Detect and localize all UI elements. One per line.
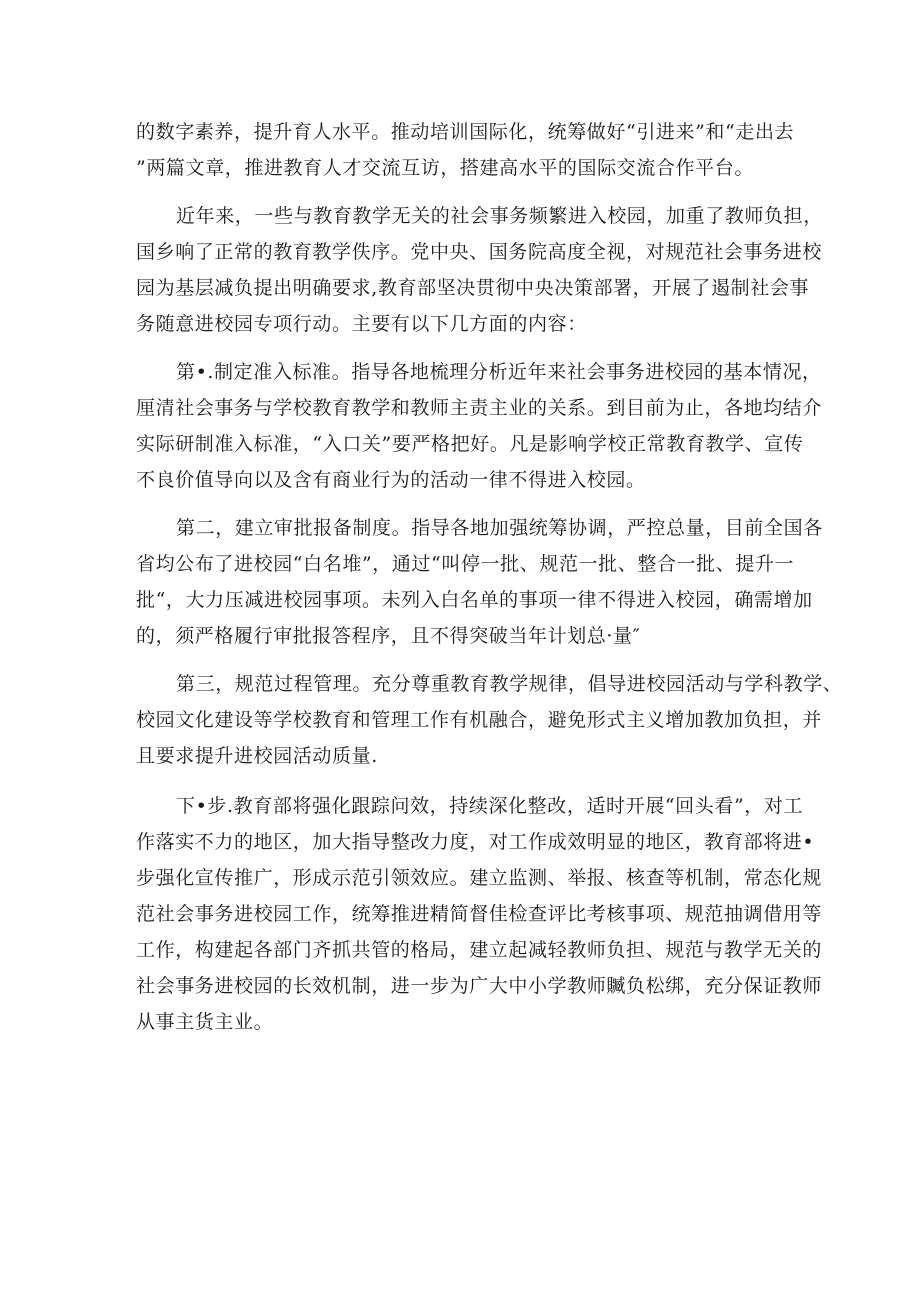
paragraph-line: 不良价值导向以及含有商业行为的活动一律不得进入校园。 (136, 469, 646, 491)
paragraph-line: 近年来，一些与教育教学无关的社会事务频繁进入校园，加重了教师负担， (176, 205, 823, 227)
paragraph-line: 的，须严格履行审批报答程序，且不得突破当年计划总·量″ (136, 625, 641, 647)
paragraph-line: ”两篇文章，推进教育人才交流互访，搭建高水平的国际交流合作平台。 (136, 157, 754, 179)
paragraph-line: 实际研制准入标准，“入口关”要严格把好。凡是影响学校正常教育教学、宣传 (136, 433, 804, 455)
paragraph-line: 从事主货主业。 (136, 1011, 274, 1033)
paragraph-line: 工作，构建起各部门齐抓共管的格局，建立起减轻教师负担、规范与教学无关的 (136, 939, 823, 961)
paragraph-line: 第三，规范过程管理。充分尊重教育教学规律，倡导进校园活动与学科教学、 (176, 673, 843, 695)
paragraph-line: 步强化宣传推广，形成示范引领效应。建立监测、举报、核查等机制，常态化规 (136, 867, 823, 889)
paragraph-line: 省均公布了进校园“白名堆”，通过“叫停一批、规范一批、整合一批、提升一 (136, 553, 795, 575)
paragraph-line: 范社会事务进校园工作，统筹推进精简督佳检查评比考核事项、规范抽调借用等 (136, 903, 823, 925)
paragraph-line: 厘清社会事务与学校教育教学和教师主责主业的关系。到目前为止，各地均结介 (136, 397, 823, 419)
paragraph-line: 批“，大力压减进校园事项。未列入白名单的事项一律不得进入校园，确需增加 (136, 589, 813, 611)
paragraph-line: 第二，建立审批报备制度。指导各地加强统筹协调，严控总量，目前全国各 (176, 517, 823, 539)
paragraph-line: 国乡响了正常的教育教学佚序。党中央、国务院高度全视，对规范社会事务进校 (136, 241, 823, 263)
paragraph-line: 务随意进校园专项行动。主要有以下几方面的内容： (136, 313, 587, 335)
paragraph-line: 园为基层减负提出明确要求,教育部坚决贯彻中央决策部署，开展了遏制社会事 (136, 277, 810, 299)
paragraph-line: 的数字素养，提升育人水平。推动培训国际化，统筹做好“引进来”和“走出去 (136, 121, 795, 143)
paragraph-line: 且要求提升进校园活动质量. (136, 745, 378, 767)
paragraph-line: 作落实不力的地区，加大指导整改力度，对工作成效明显的地区，教育部将进• (136, 831, 815, 853)
paragraph-line: 校园文化建设等学校教育和管理工作有机融合，避免形式主义增加教加负担，并 (136, 709, 823, 731)
paragraph-line: 下•步.教育部将强化跟踪问效，持续深化整改，适时开展“回头看”，对工 (176, 795, 804, 817)
paragraph-line: 第•.制定准入标准。指导各地梳理分析近年来社会事务进校园的基本情况， (176, 361, 822, 383)
paragraph-line: 社会事务进校园的长效机制，进一步为广大中小学教师贓负松绑，充分保证教师 (136, 975, 823, 997)
